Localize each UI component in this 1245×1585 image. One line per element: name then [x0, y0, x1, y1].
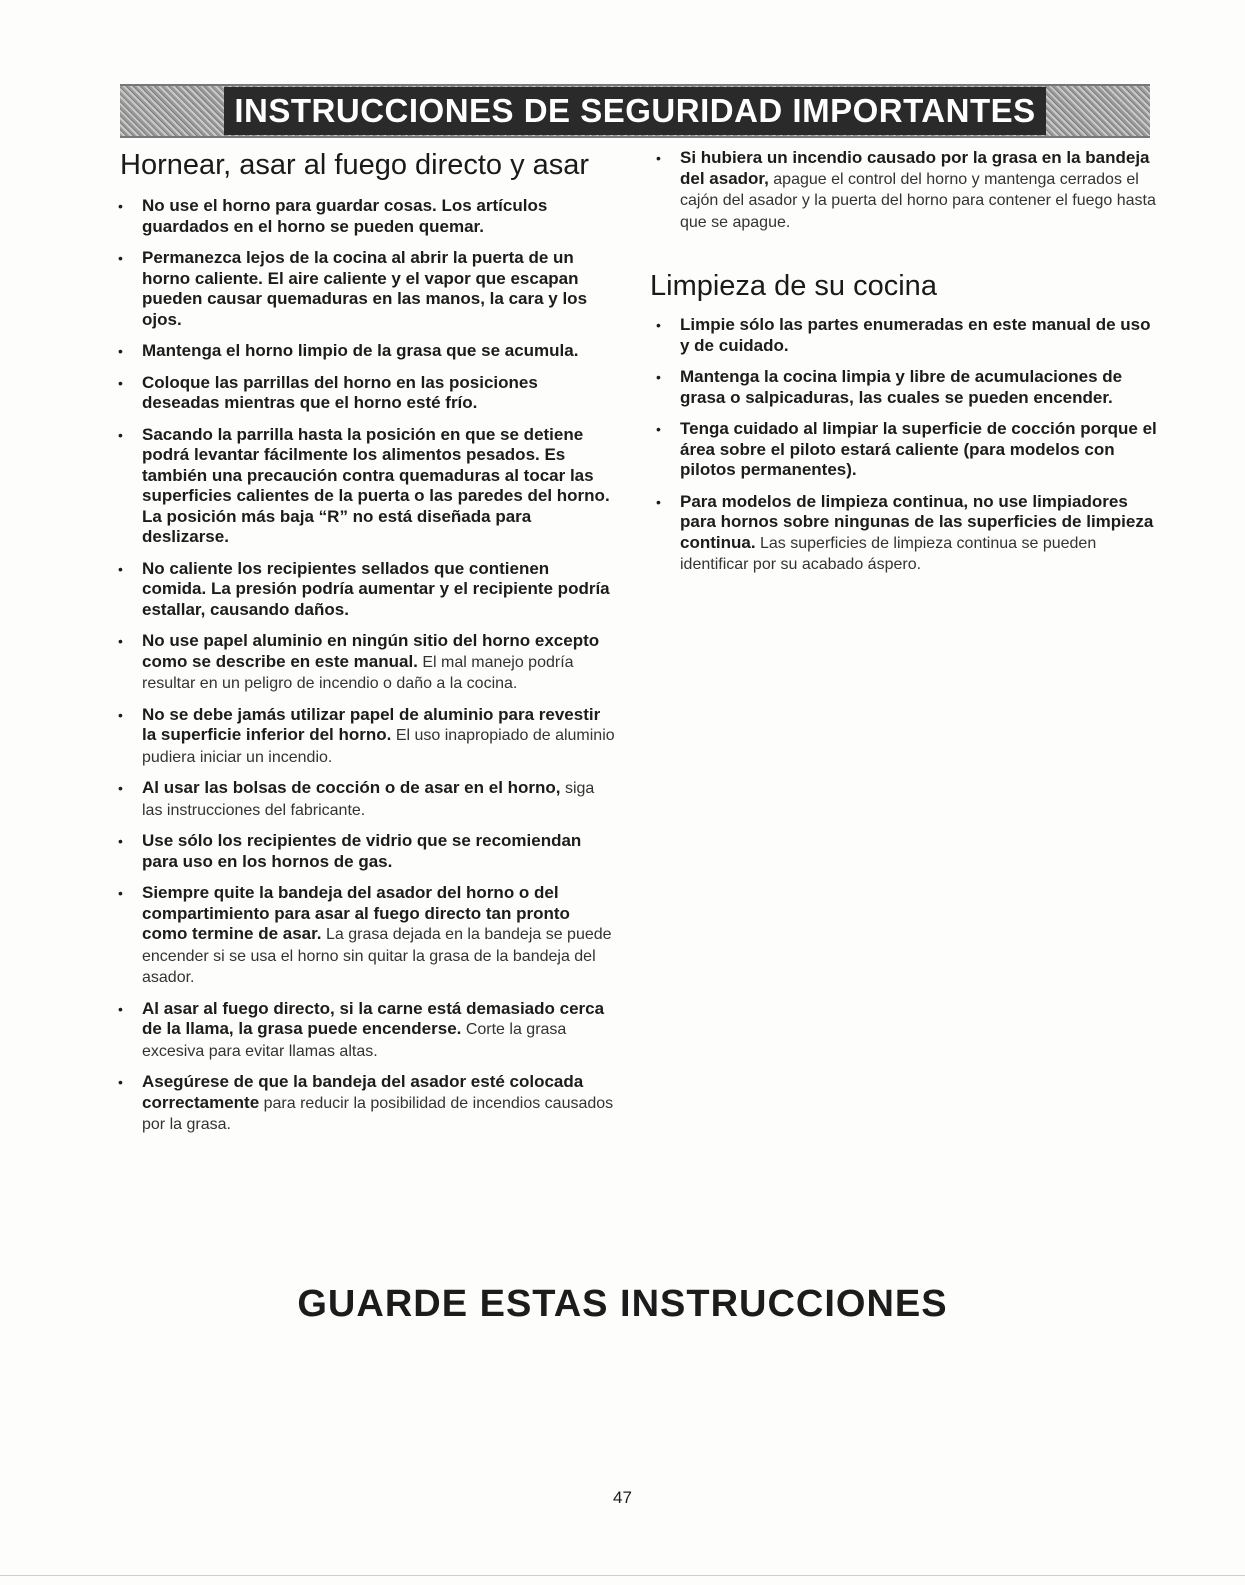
- bullet-icon: •: [656, 369, 661, 385]
- instruction-bold-text: Limpie sólo las partes enumeradas en este manual de uso y de cuidado.: [680, 315, 1151, 355]
- instruction-item: [112, 341, 617, 363]
- instruction-bold-text: No se debe jamás utilizar papel de aluminio para revestir la superficie inferior del horno.: [142, 704, 601, 744]
- instruction-normal-text: La grasa dejada en la bandeja se puede encender si se usa el horno sin quitar la grasa de la bandeja del asador.: [142, 926, 612, 986]
- instruction-normal-text: Las superficies de limpieza continua se pueden identificar por su acabado áspero.: [680, 534, 1097, 573]
- instruction-item: [650, 419, 1160, 482]
- instruction-bold-text: Asegúrese de que la bandeja del asador esté colocada correctamente: [142, 1072, 584, 1112]
- instruction-bold-text: Tenga cuidado al limpiar la superficie de cocción porque el área sobre el piloto estará caliente (para modelos con pilotos permanentes).: [680, 419, 1157, 479]
- baking-instructions-list: [112, 196, 617, 1136]
- instruction-item: [112, 559, 617, 622]
- bullet-icon: •: [656, 150, 661, 166]
- bullet-icon: •: [118, 560, 123, 577]
- bullet-icon: •: [118, 1000, 123, 1017]
- bullet-icon: •: [656, 317, 661, 333]
- instruction-item: [112, 196, 617, 238]
- bullet-icon: •: [118, 426, 123, 443]
- instruction-item: [112, 883, 617, 989]
- instruction-bold-text: Sacando la parrilla hasta la posición en que se detiene podrá levantar fácilmente los alimentos pesados. Es también una precaución contra quemaduras al tocar las superficies calientes de la puerta o las paredes del horno. La posición más baja “R” no está diseñada para deslizarse.: [142, 424, 610, 546]
- instruction-bold-text: No use el horno para guardar cosas. Los artículos guardados en el horno se pueden quemar.: [142, 196, 548, 236]
- bullet-icon: •: [118, 833, 123, 849]
- bullet-icon: •: [118, 706, 123, 723]
- section-heading-baking: Hornear, asar al fuego directo y asar: [120, 149, 590, 181]
- instruction-item: [112, 248, 617, 331]
- cleaning-instructions-list: [650, 315, 1160, 576]
- instruction-item: [112, 373, 617, 415]
- instruction-bold-text: Use sólo los recipientes de vidrio que se recomiendan para uso en los hornos de gas.: [142, 831, 582, 871]
- instruction-item: [650, 367, 1160, 409]
- grease-fire-instructions-list: [650, 148, 1160, 233]
- instruction-normal-text: El uso inapropiado de aluminio pudiera iniciar un incendio.: [142, 727, 615, 766]
- instruction-item: [112, 705, 617, 769]
- bullet-icon: •: [656, 421, 661, 437]
- bullet-icon: •: [656, 493, 661, 510]
- instruction-item: [112, 831, 617, 873]
- right-column: [650, 148, 1160, 586]
- page-edge-divider: [0, 1575, 1245, 1576]
- instruction-bold-text: Mantenga la cocina limpia y libre de acumulaciones de grasa o salpicaduras, las cuales se pueden encender.: [680, 367, 1123, 407]
- instruction-item: [112, 425, 617, 549]
- instruction-bold-text: Mantenga el horno limpio de la grasa que se acumula.: [142, 341, 579, 360]
- save-instructions-title: GUARDE ESTAS INSTRUCCIONES: [297, 1283, 948, 1325]
- instruction-bold-text: Al asar al fuego directo, si la carne está demasiado cerca de la llama, la grasa puede encenderse.: [142, 998, 605, 1038]
- instruction-bold-text: Permanezca lejos de la cocina al abrir la puerta de un horno caliente. El aire caliente y el vapor que escapan pueden causar quemaduras en las manos, la cara y los ojos.: [142, 248, 588, 329]
- instruction-bold-text: Para modelos de limpieza continua, no use limpiadores para hornos sobre ningunas de las superficies de limpieza continua.: [680, 491, 1154, 552]
- bullet-icon: •: [118, 250, 123, 266]
- instruction-bold-text: No caliente los recipientes sellados que contienen comida. La presión podría aumentar y el recipiente podría estallar, causando daños.: [142, 558, 610, 619]
- instruction-item: [650, 148, 1160, 233]
- page-number: 47: [613, 1488, 632, 1507]
- section-heading-cleaning: Limpieza de su cocina: [650, 270, 937, 302]
- instruction-item: [112, 778, 617, 821]
- instruction-bold-text: No use papel aluminio en ningún sitio del horno excepto como se describe en este manual.: [142, 631, 600, 671]
- instruction-normal-text: apague el control del horno y mantenga cerrados el cajón del asador y la puerta del horno para contener el fuego hasta que se apague.: [680, 170, 1156, 231]
- instruction-item: [112, 1072, 617, 1136]
- instruction-item: [650, 492, 1160, 576]
- safety-banner: [120, 84, 1150, 138]
- banner-title: INSTRUCCIONES DE SEGURIDAD IMPORTANTES: [224, 87, 1045, 135]
- bullet-icon: •: [118, 633, 123, 649]
- instruction-bold-text: Si hubiera un incendio causado por la grasa en la bandeja del asador,: [680, 148, 1150, 188]
- instruction-bold-text: Siempre quite la bandeja del asador del horno o del compartimiento para asar al fuego directo tan pronto como termine de asar.: [142, 883, 570, 943]
- instruction-item: [650, 315, 1160, 357]
- bullet-icon: •: [118, 780, 123, 796]
- bullet-icon: •: [118, 374, 123, 391]
- instruction-bold-text: Al usar las bolsas de cocción o de asar en el horno,: [142, 778, 561, 797]
- instruction-item: [112, 999, 617, 1063]
- bullet-icon: •: [118, 343, 123, 359]
- bullet-icon: •: [118, 885, 123, 901]
- left-column: [112, 148, 617, 1146]
- bullet-icon: •: [118, 198, 123, 214]
- instruction-normal-text: El mal manejo podría resultar en un peligro de incendio o daño a la cocina.: [142, 653, 574, 692]
- instruction-bold-text: Coloque las parrillas del horno en las posiciones deseadas mientras que el horno esté frío.: [142, 372, 538, 412]
- instruction-normal-text: para reducir la posibilidad de incendios causados por la grasa.: [142, 1094, 614, 1133]
- instruction-normal-text: Corte la grasa excesiva para evitar llamas altas.: [142, 1021, 567, 1060]
- instruction-normal-text: siga las instrucciones del fabricante.: [142, 780, 595, 819]
- instruction-item: [112, 631, 617, 695]
- bullet-icon: •: [118, 1074, 123, 1090]
